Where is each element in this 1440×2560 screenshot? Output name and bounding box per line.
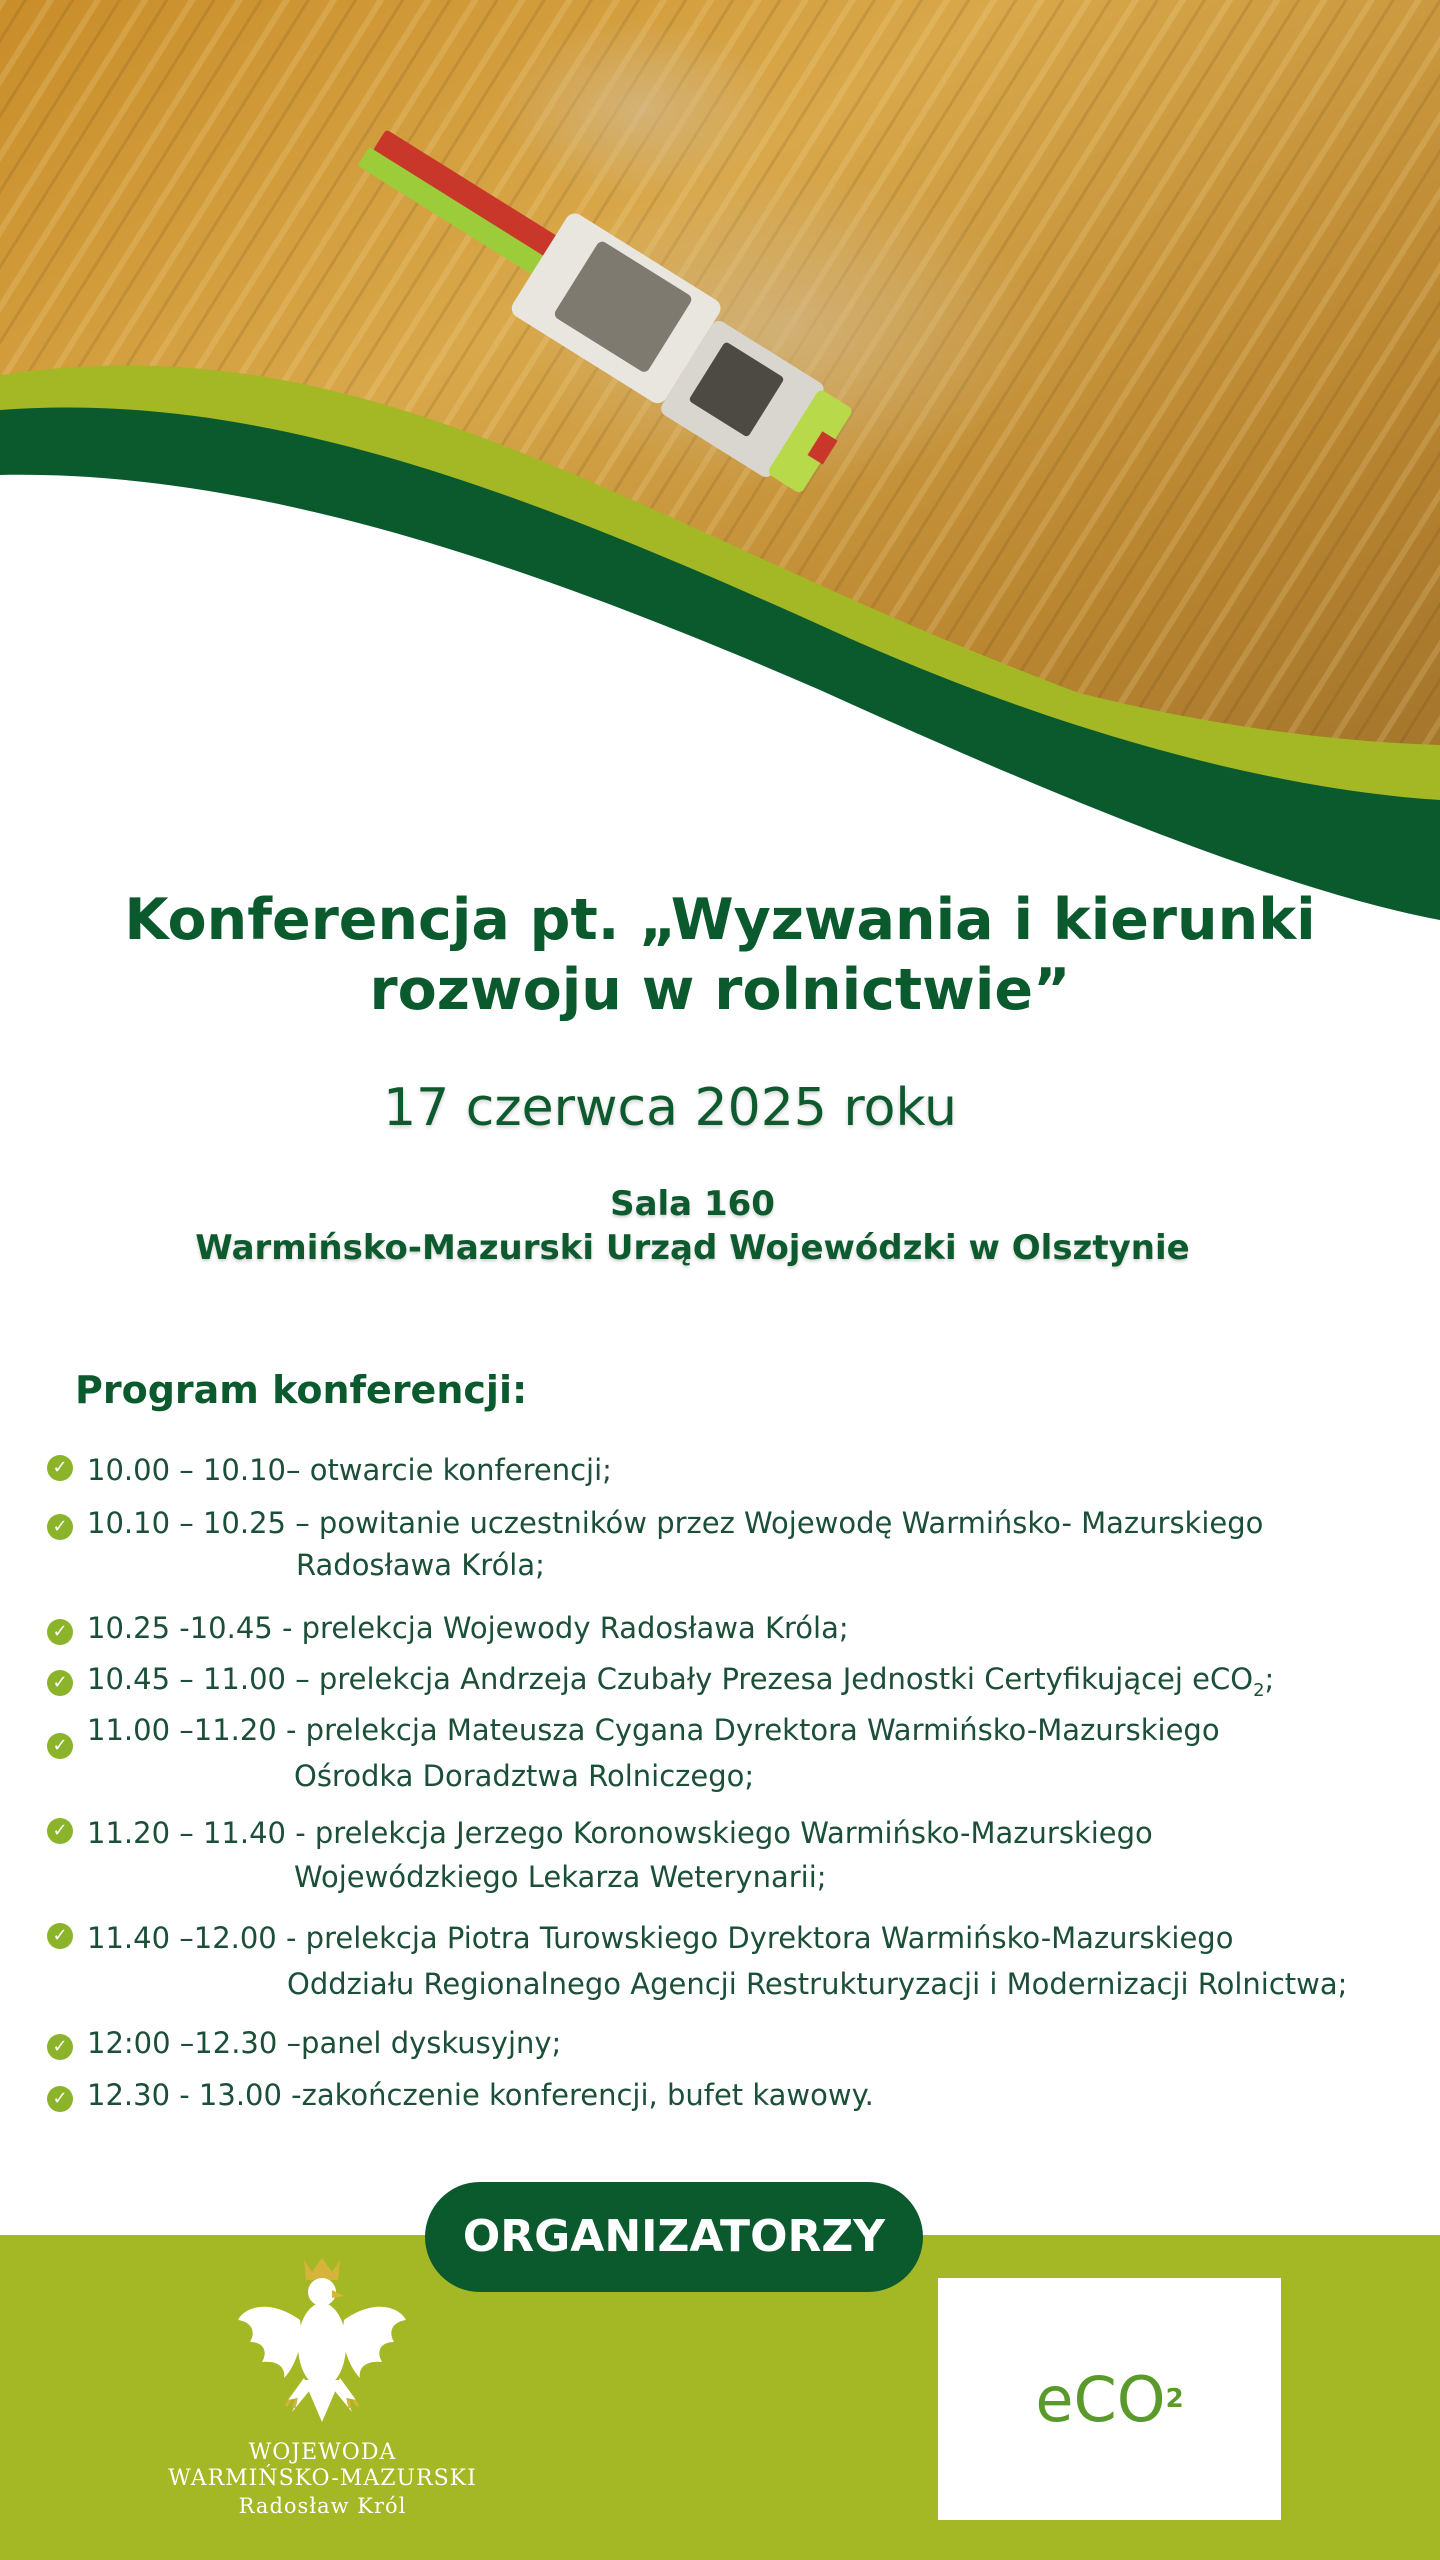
eco2-logo-sub: 2 [1165,2384,1184,2414]
program-item-text: 11.20 – 11.40 - prelekcja Jerzego Koronowskiego Warmińsko-Mazurskiego [87,1816,1153,1850]
check-circle-icon: ✓ [47,1619,73,1645]
program-item-text: 10.25 -10.45 - prelekcja Wojewody Radosława Króla; [87,1611,849,1645]
program-item-text-tail: ; [1264,1662,1275,1696]
check-circle-icon: ✓ [47,1514,73,1540]
voivode-signature [120,2440,525,2520]
page-title [0,885,1440,1025]
program-item-text: 11.40 –12.00 - prelekcja Piotra Turowskiego Dyrektora Warmińsko-Mazurskiego [87,1921,1234,1955]
organizers-label: ORGANIZATORZY [425,2182,923,2292]
program-item-text: 12:00 –12.30 –panel dyskusyjny; [87,2026,562,2060]
eco2-logo-text: eCO [1035,2362,1166,2436]
combine-harvester-field-photo [0,0,1440,920]
program-item-text-cont: Oddziału Regionalnego Agencji Restrukturyzacji i Modernizacji Rolnictwa; [287,1967,1348,2001]
program-item-sub: 2 [1253,1679,1265,1701]
program-item-text-cont: Wojewódzkiego Lekarza Weterynarii; [294,1860,827,1894]
program-item-text-main: 10.45 – 11.00 – prelekcja Andrzeja Czubały Prezesa Jednostki Certyfikującej eCO [87,1662,1254,1696]
program-item-text-cont: Ośrodka Doradztwa Rolniczego; [294,1759,755,1793]
eco2-logo-box [938,2278,1281,2520]
eco2-logo [938,2278,1281,2520]
title-line-2: rozwoju w rolnictwie” [369,957,1071,1023]
white-eagle-emblem-icon [232,2250,412,2430]
program-item-text: 10.00 – 10.10– otwarcie konferencji; [87,1453,612,1487]
program-heading: Program konferencji: [75,1368,528,1412]
check-circle-icon: ✓ [47,1923,73,1949]
voivode-line-2: WARMIŃSKO-MAZURSKI [168,2466,477,2491]
program-item-text: 10.10 – 10.25 – powitanie uczestników przez Wojewodę Warmińsko- Mazurskiego [87,1506,1264,1540]
check-circle-icon: ✓ [47,1733,73,1759]
voivode-name: Radosław Król [238,2494,407,2518]
venue [0,1182,1385,1270]
venue-office: Warmińsko-Mazurski Urząd Wojewódzki w Olsztynie [195,1228,1190,1268]
hero-image [0,0,1440,920]
event-date: 17 czerwca 2025 roku [383,1078,957,1138]
voivode-line-1: WOJEWODA [248,2440,397,2465]
program-item-text: 11.00 –11.20 - prelekcja Mateusza Cygana Dyrektora Warmińsko-Mazurskiego [87,1713,1220,1747]
check-circle-icon: ✓ [47,1818,73,1844]
check-circle-icon: ✓ [47,2034,73,2060]
venue-room: Sala 160 [610,1184,775,1224]
program-item-text: 12.30 - 13.00 -zakończenie konferencji, bufet kawowy. [87,2078,874,2112]
title-line-1: Konferencja pt. „Wyzwania i kierunki [124,887,1316,953]
check-circle-icon: ✓ [47,1455,73,1481]
program-item-text-cont: Radosława Króla; [296,1548,545,1582]
check-circle-icon: ✓ [47,2086,73,2112]
check-circle-icon: ✓ [47,1670,73,1696]
program-item-text [87,1662,1274,1701]
